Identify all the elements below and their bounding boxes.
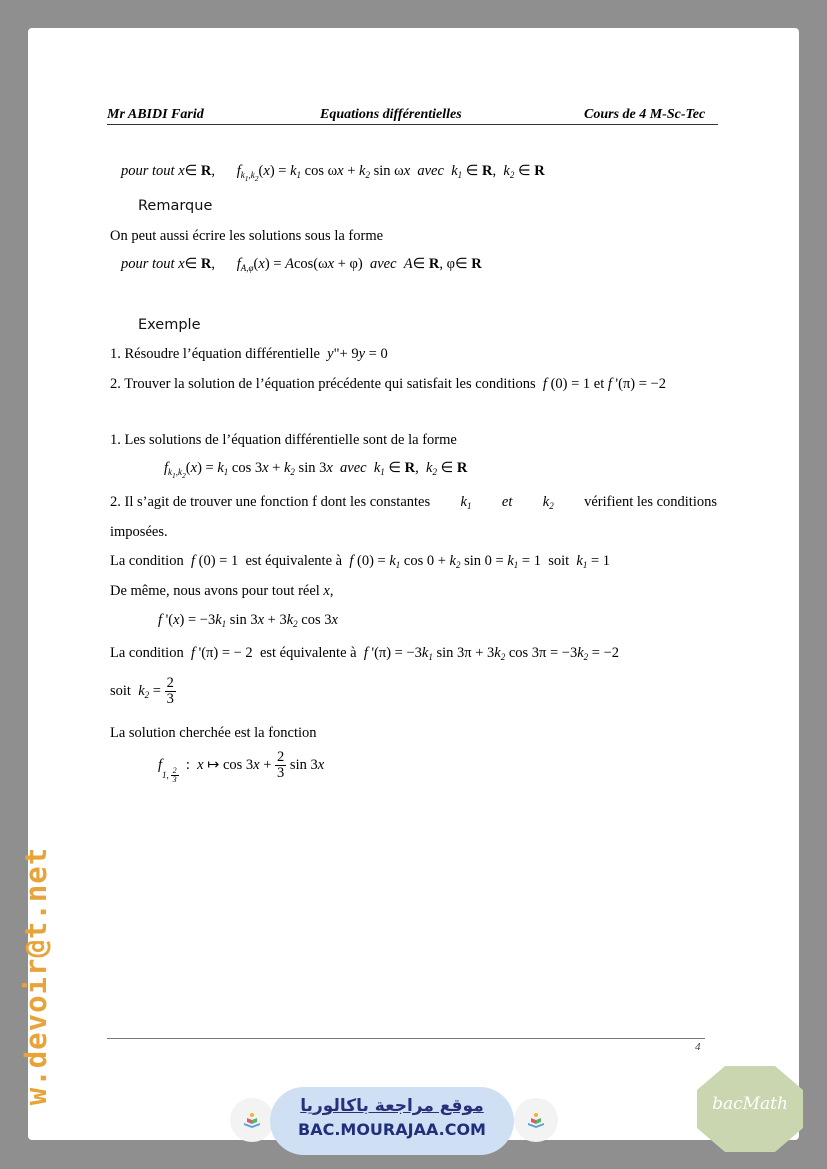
bacmath-logo bbox=[697, 1066, 803, 1152]
answer-1-text: 1. Les solutions de l’équation différentielle sont de la forme bbox=[110, 432, 457, 448]
watermark-text: w.devoir@t.net bbox=[19, 846, 53, 1105]
question-2: 2. Trouver la solution de l’équation précédente qui satisfait les conditions f (0) = 1 et f '(π) = −2 bbox=[110, 376, 666, 392]
banner-badge-left bbox=[230, 1098, 274, 1142]
banner-badge-right bbox=[514, 1098, 558, 1142]
condition-2-line: La condition f '(π) = − 2 est équivalente à f '$(\pi) = -3k_1$ $\sin 3\pi + 3k_2$ $\cos 3\pi = -3k_2 = -2$ bbox=[110, 645, 620, 662]
final-function: $f_{1, \frac{2}{3}}$ : x ↦ cos 3x + $\frac{2}{3}$ sin 3x bbox=[158, 749, 325, 785]
question-2-text: 2. Trouver la solution de l’équation précédente qui satisfait les conditions bbox=[110, 376, 536, 392]
answer-2-part1: 2. Il s’agit de trouver une fonction f dont les constantes bbox=[110, 494, 431, 510]
footer-rule bbox=[107, 1038, 705, 1039]
banner-latin: BAC.MOURAJAA.COM bbox=[298, 1120, 486, 1139]
amplitude-form-prefix: pour tout bbox=[121, 256, 175, 272]
de-meme-text: De même, nous avons pour tout réel bbox=[110, 583, 320, 599]
soit-k2-line: soit $k_2$ = $\frac{2}{3}$ bbox=[110, 675, 174, 708]
header-course: Cours de 4 M-Sc-Tec bbox=[584, 107, 706, 122]
de-meme-line: De même, nous avons pour tout réel x, bbox=[110, 583, 334, 599]
soit-label: soit bbox=[110, 683, 131, 700]
derivative-formula: f '$(x) = -3k_1$ $\sin 3x + 3k_2$ cos 3x bbox=[158, 612, 338, 629]
remark-heading: Remarque bbox=[138, 198, 213, 214]
condition-2-mid: est équivalente à bbox=[259, 645, 357, 661]
header-author: Mr ABIDI Farid bbox=[107, 107, 204, 122]
document-page bbox=[28, 28, 799, 1140]
condition-1-line: La condition f (0) = 1 est équivalente à f $(0) = k_1$ $\cos 0 + k_2$ $\sin 0 = k_1 = 1$ soit $k_1 = 1$ bbox=[110, 553, 611, 570]
general-solution-line: pour tout x∈ R, $f_{k_1,k_2}(x) = k_1$ $\cos \omega x + k_2$ sin ωx avec $k_1$ ∈ R, $k_2$ ∈ R bbox=[121, 163, 545, 183]
final-text: La solution cherchée est la fonction bbox=[110, 725, 317, 741]
book-icon bbox=[241, 1109, 263, 1131]
bac-mourajaa-banner[interactable] bbox=[270, 1087, 514, 1155]
answer-2-line: 2. Il s’agit de trouver une fonction f dont les constantes $k_1$ et $k_2$ vérifient les conditions bbox=[110, 494, 717, 511]
answer-1-condition: avec bbox=[340, 460, 367, 476]
question-2-connector: et bbox=[593, 376, 605, 392]
general-solution-condition: avec bbox=[417, 163, 444, 179]
remark-text: On peut aussi écrire les solutions sous la forme bbox=[110, 228, 384, 244]
condition-1-prefix: La condition bbox=[110, 553, 184, 569]
answer-2-et: et bbox=[501, 494, 513, 510]
answer-2-part2: vérifient les conditions bbox=[584, 494, 717, 510]
general-solution-prefix: pour tout bbox=[121, 163, 175, 179]
answer-2-line2: imposées. bbox=[110, 524, 168, 540]
condition-2-prefix: La condition bbox=[110, 645, 184, 661]
condition-1-soit: soit bbox=[548, 553, 570, 569]
book-icon bbox=[525, 1109, 547, 1131]
watermark bbox=[8, 846, 64, 1105]
condition-1-mid: est équivalente à bbox=[245, 553, 343, 569]
page-number: 4 bbox=[695, 1041, 701, 1053]
amplitude-form-line: pour tout x∈ R, $f_{A,\varphi}(x) = Acos(\omega x + \varphi)$ avec A∈ R, φ∈ R bbox=[121, 256, 482, 273]
banner-arabic: موقع مراجعة باكالوريا bbox=[300, 1096, 484, 1116]
question-1: 1. Résoudre l’équation différentielle y"+ 9y = 0 bbox=[110, 346, 388, 362]
header-rule bbox=[107, 124, 718, 125]
amplitude-form-condition: avec bbox=[369, 256, 397, 272]
answer-1-formula: $f_{k_1,k_2}(x) = k_1$ $\cos 3x + k_2$ sin 3x avec $k_1$ ∈ R, $k_2$ ∈ R bbox=[164, 460, 468, 480]
header-title: Equations différentielles bbox=[320, 107, 462, 122]
question-1-text: 1. Résoudre l’équation différentielle bbox=[110, 346, 320, 362]
bacmath-logo-text: bacMath bbox=[712, 1094, 788, 1114]
example-heading: Exemple bbox=[138, 317, 201, 333]
